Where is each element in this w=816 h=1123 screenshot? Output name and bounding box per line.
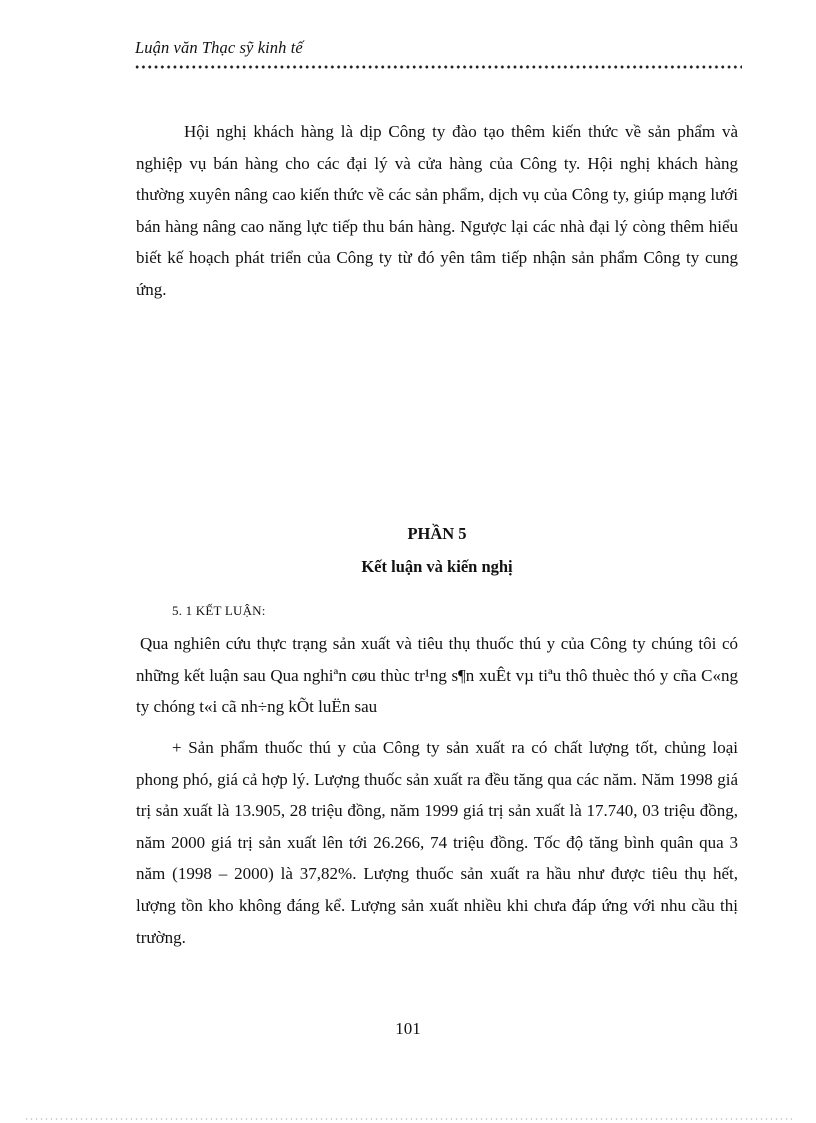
header-dotted-rule <box>134 65 742 69</box>
page-number: 101 <box>395 1019 421 1038</box>
part-title: PHẦN 5 <box>407 524 467 543</box>
body-paragraph-conclusion-intro: Qua nghiên cứu thực trạng sản xuất và tiêu thụ thuốc thú y của Công ty chúng tôi có những kết luận sau Qua nghiªn cøu thùc tr¹ng s¶n xuÊt vµ tiªu thô thuèc thó y cña C«ng ty chóng t«i cã nh÷ng kÕt luËn sau <box>136 634 738 717</box>
body-paragraph-product-quality: + Sản phẩm thuốc thú y của Công ty sản xuất ra có chất lượng tốt, chủng loại phong phó, giá cả hợp lý. Lượng thuốc sản xuất ra đều tăng qua các năm. Năm 1998 giá trị sản xuất là 13.905, 28 triệu đồng, năm 1999 giá trị sản xuất là 17.740, 03 triệu đồng, năm 2000 giá trị sản xuất lên tới 26.266, 74 triệu đồng. Tốc độ tăng bình quân qua 3 năm (1998 – 2000) là 37,82%. Lượng thuốc sản xuất ra hầu như được tiêu thụ hết, lượng tồn kho không đáng kể. Lượng sản xuất nhiều khi chưa đáp ứng với nhu cầu thị trường. <box>136 738 738 947</box>
running-header: Luận văn Thạc sỹ kinh tế <box>135 38 303 57</box>
part-subtitle: Kết luận và kiến nghị <box>361 557 513 576</box>
body-paragraph-customer-conference: Hội nghị khách hàng là dịp Công ty đào tạo thêm kiến thức về sản phẩm và nghiệp vụ bán hàng cho các đại lý và cửa hàng của Công ty. Hội nghị khách hàng thường xuyên nâng cao kiến thức về các sản phẩm, dịch vụ của Công ty, giúp mạng lưới bán hàng nâng cao năng lực tiếp thu bán hàng. Ngược lại các nhà đại lý còng thêm hiểu biết kế hoạch phát triển của Công ty từ đó yên tâm tiếp nhận sản phẩm Công ty cung ứng. <box>136 122 738 299</box>
footer-dotted-rule <box>24 1118 792 1120</box>
conclusion-subheading: 5. 1 KẾT LUẬN: <box>172 603 266 618</box>
